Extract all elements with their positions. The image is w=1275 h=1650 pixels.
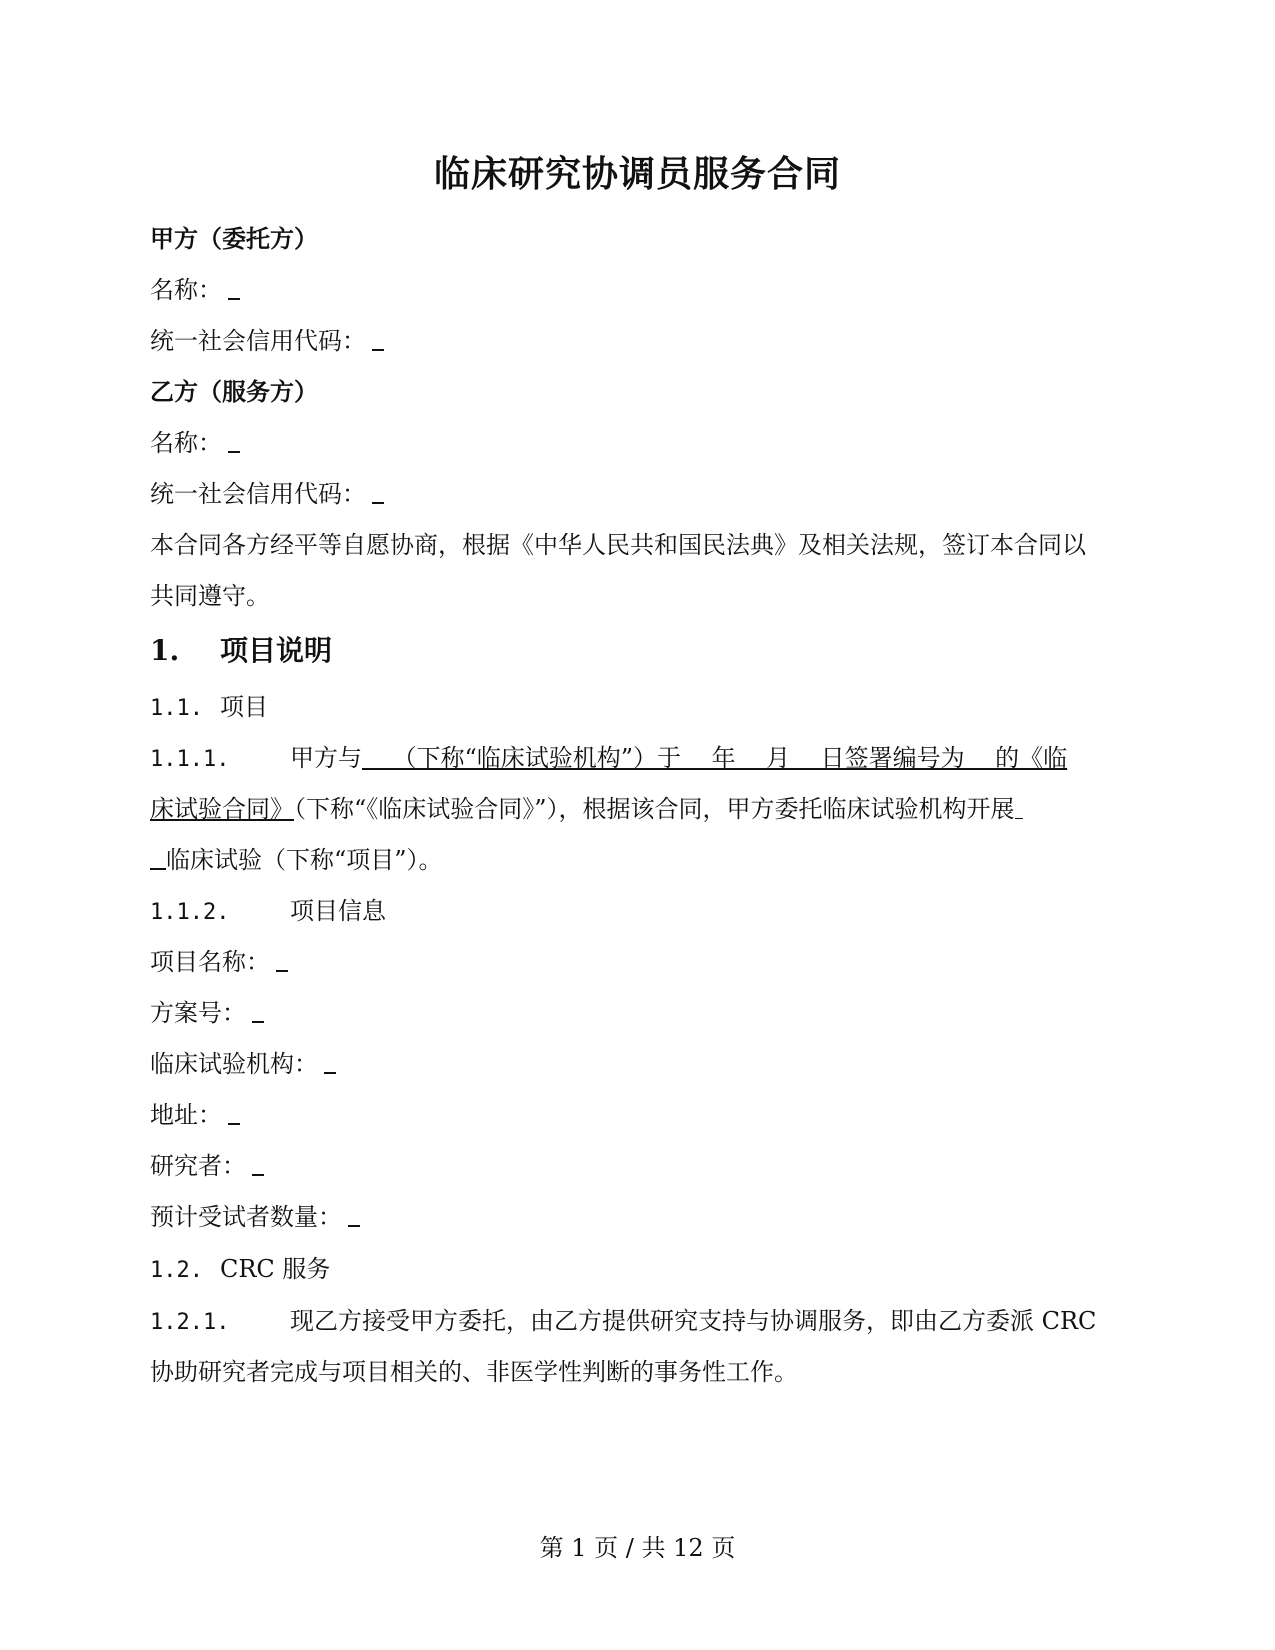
party-a-credit-label: 统一社会信用代码： — [150, 327, 366, 355]
section-1-2-number: 1.2. — [150, 1258, 203, 1283]
project-name-blank[interactable] — [276, 946, 288, 972]
investigator-label: 研究者： — [150, 1152, 246, 1180]
section-1-number: 1. — [150, 634, 180, 667]
section-1-1-1-underlined-b: 床试验合同》 — [150, 795, 294, 823]
party-b-name-label: 名称： — [150, 429, 222, 457]
section-1-1-1-text-a: 甲方与 — [290, 744, 362, 772]
party-b-name-blank[interactable] — [228, 427, 240, 453]
party-b-credit-row — [150, 477, 384, 511]
party-b-credit-label: 统一社会信用代码： — [150, 480, 366, 508]
section-1-2-heading — [150, 1252, 330, 1288]
party-a-name-blank[interactable] — [228, 274, 240, 300]
section-1-1-1-number: 1.1.1. — [150, 747, 230, 772]
section-1-1-1-line-3 — [150, 843, 443, 877]
section-1-2-title: CRC 服务 — [220, 1255, 331, 1283]
section-1-title: 项目说明 — [220, 634, 333, 667]
section-1-1-1-underlined-a: （下称“临床试验机构”）于 年 月 日签署编号为 的《临 — [362, 744, 1068, 772]
section-1-1-2-number: 1.1.2. — [150, 900, 230, 925]
section-1-1-heading — [150, 690, 268, 726]
section-1-2-1-line-1 — [150, 1304, 1096, 1340]
protocol-no-row — [150, 996, 264, 1030]
party-a-heading: 甲方（委托方） — [150, 224, 318, 253]
page-footer: 第 1 页 / 共 12 页 — [539, 1534, 736, 1562]
project-name-row — [150, 945, 288, 979]
party-a-name-label: 名称： — [150, 276, 222, 304]
section-1-1-number: 1.1. — [150, 696, 203, 721]
institution-blank[interactable] — [324, 1048, 336, 1074]
subjects-row — [150, 1200, 360, 1234]
party-a-name-row — [150, 273, 240, 307]
party-a-credit-blank[interactable] — [372, 325, 384, 351]
party-b-heading: 乙方（服务方） — [150, 377, 318, 406]
section-1-1-1-line-2 — [150, 792, 1023, 826]
investigator-row — [150, 1149, 264, 1183]
party-b-name-row — [150, 426, 240, 460]
institution-row — [150, 1047, 336, 1081]
address-blank[interactable] — [228, 1099, 240, 1125]
party-a-credit-row — [150, 324, 384, 358]
intro-line-1: 本合同各方经平等自愿协商，根据《中华人民共和国民法典》及相关法规，签订本合同以 — [150, 531, 1086, 559]
intro-line-2: 共同遵守。 — [150, 582, 270, 610]
trial-type-blank-end[interactable] — [1015, 794, 1023, 819]
section-1-1-1-line-1 — [150, 741, 1067, 777]
section-1-2-1-text-a: 现乙方接受甲方委托，由乙方提供研究支持与协调服务，即由乙方委派 CRC — [290, 1307, 1097, 1335]
protocol-no-blank[interactable] — [252, 997, 264, 1023]
section-1-1-1-text-c: 临床试验（下称“项目”）。 — [166, 846, 443, 874]
section-1-1-title: 项目 — [220, 693, 268, 721]
section-1-2-1-number: 1.2.1. — [150, 1310, 230, 1335]
protocol-no-label: 方案号： — [150, 999, 246, 1027]
section-1-2-1-line-2: 协助研究者完成与项目相关的、非医学性判断的事务性工作。 — [150, 1358, 798, 1386]
section-1-1-2-title: 项目信息 — [290, 897, 386, 925]
section-1-1-2-heading — [150, 894, 386, 930]
section-1-1-1-text-b: （下称“《临床试验合同》”），根据该合同，甲方委托临床试验机构开展 — [294, 795, 1015, 823]
project-name-label: 项目名称： — [150, 948, 270, 976]
subjects-blank[interactable] — [348, 1201, 360, 1227]
section-1-heading — [150, 633, 332, 669]
investigator-blank[interactable] — [252, 1150, 264, 1176]
party-b-credit-blank[interactable] — [372, 478, 384, 504]
address-row — [150, 1098, 240, 1132]
subjects-label: 预计受试者数量： — [150, 1203, 342, 1231]
document-title: 临床研究协调员服务合同 — [433, 153, 841, 195]
trial-type-blank[interactable] — [150, 844, 166, 870]
address-label: 地址： — [150, 1101, 222, 1129]
institution-label: 临床试验机构： — [150, 1050, 318, 1078]
